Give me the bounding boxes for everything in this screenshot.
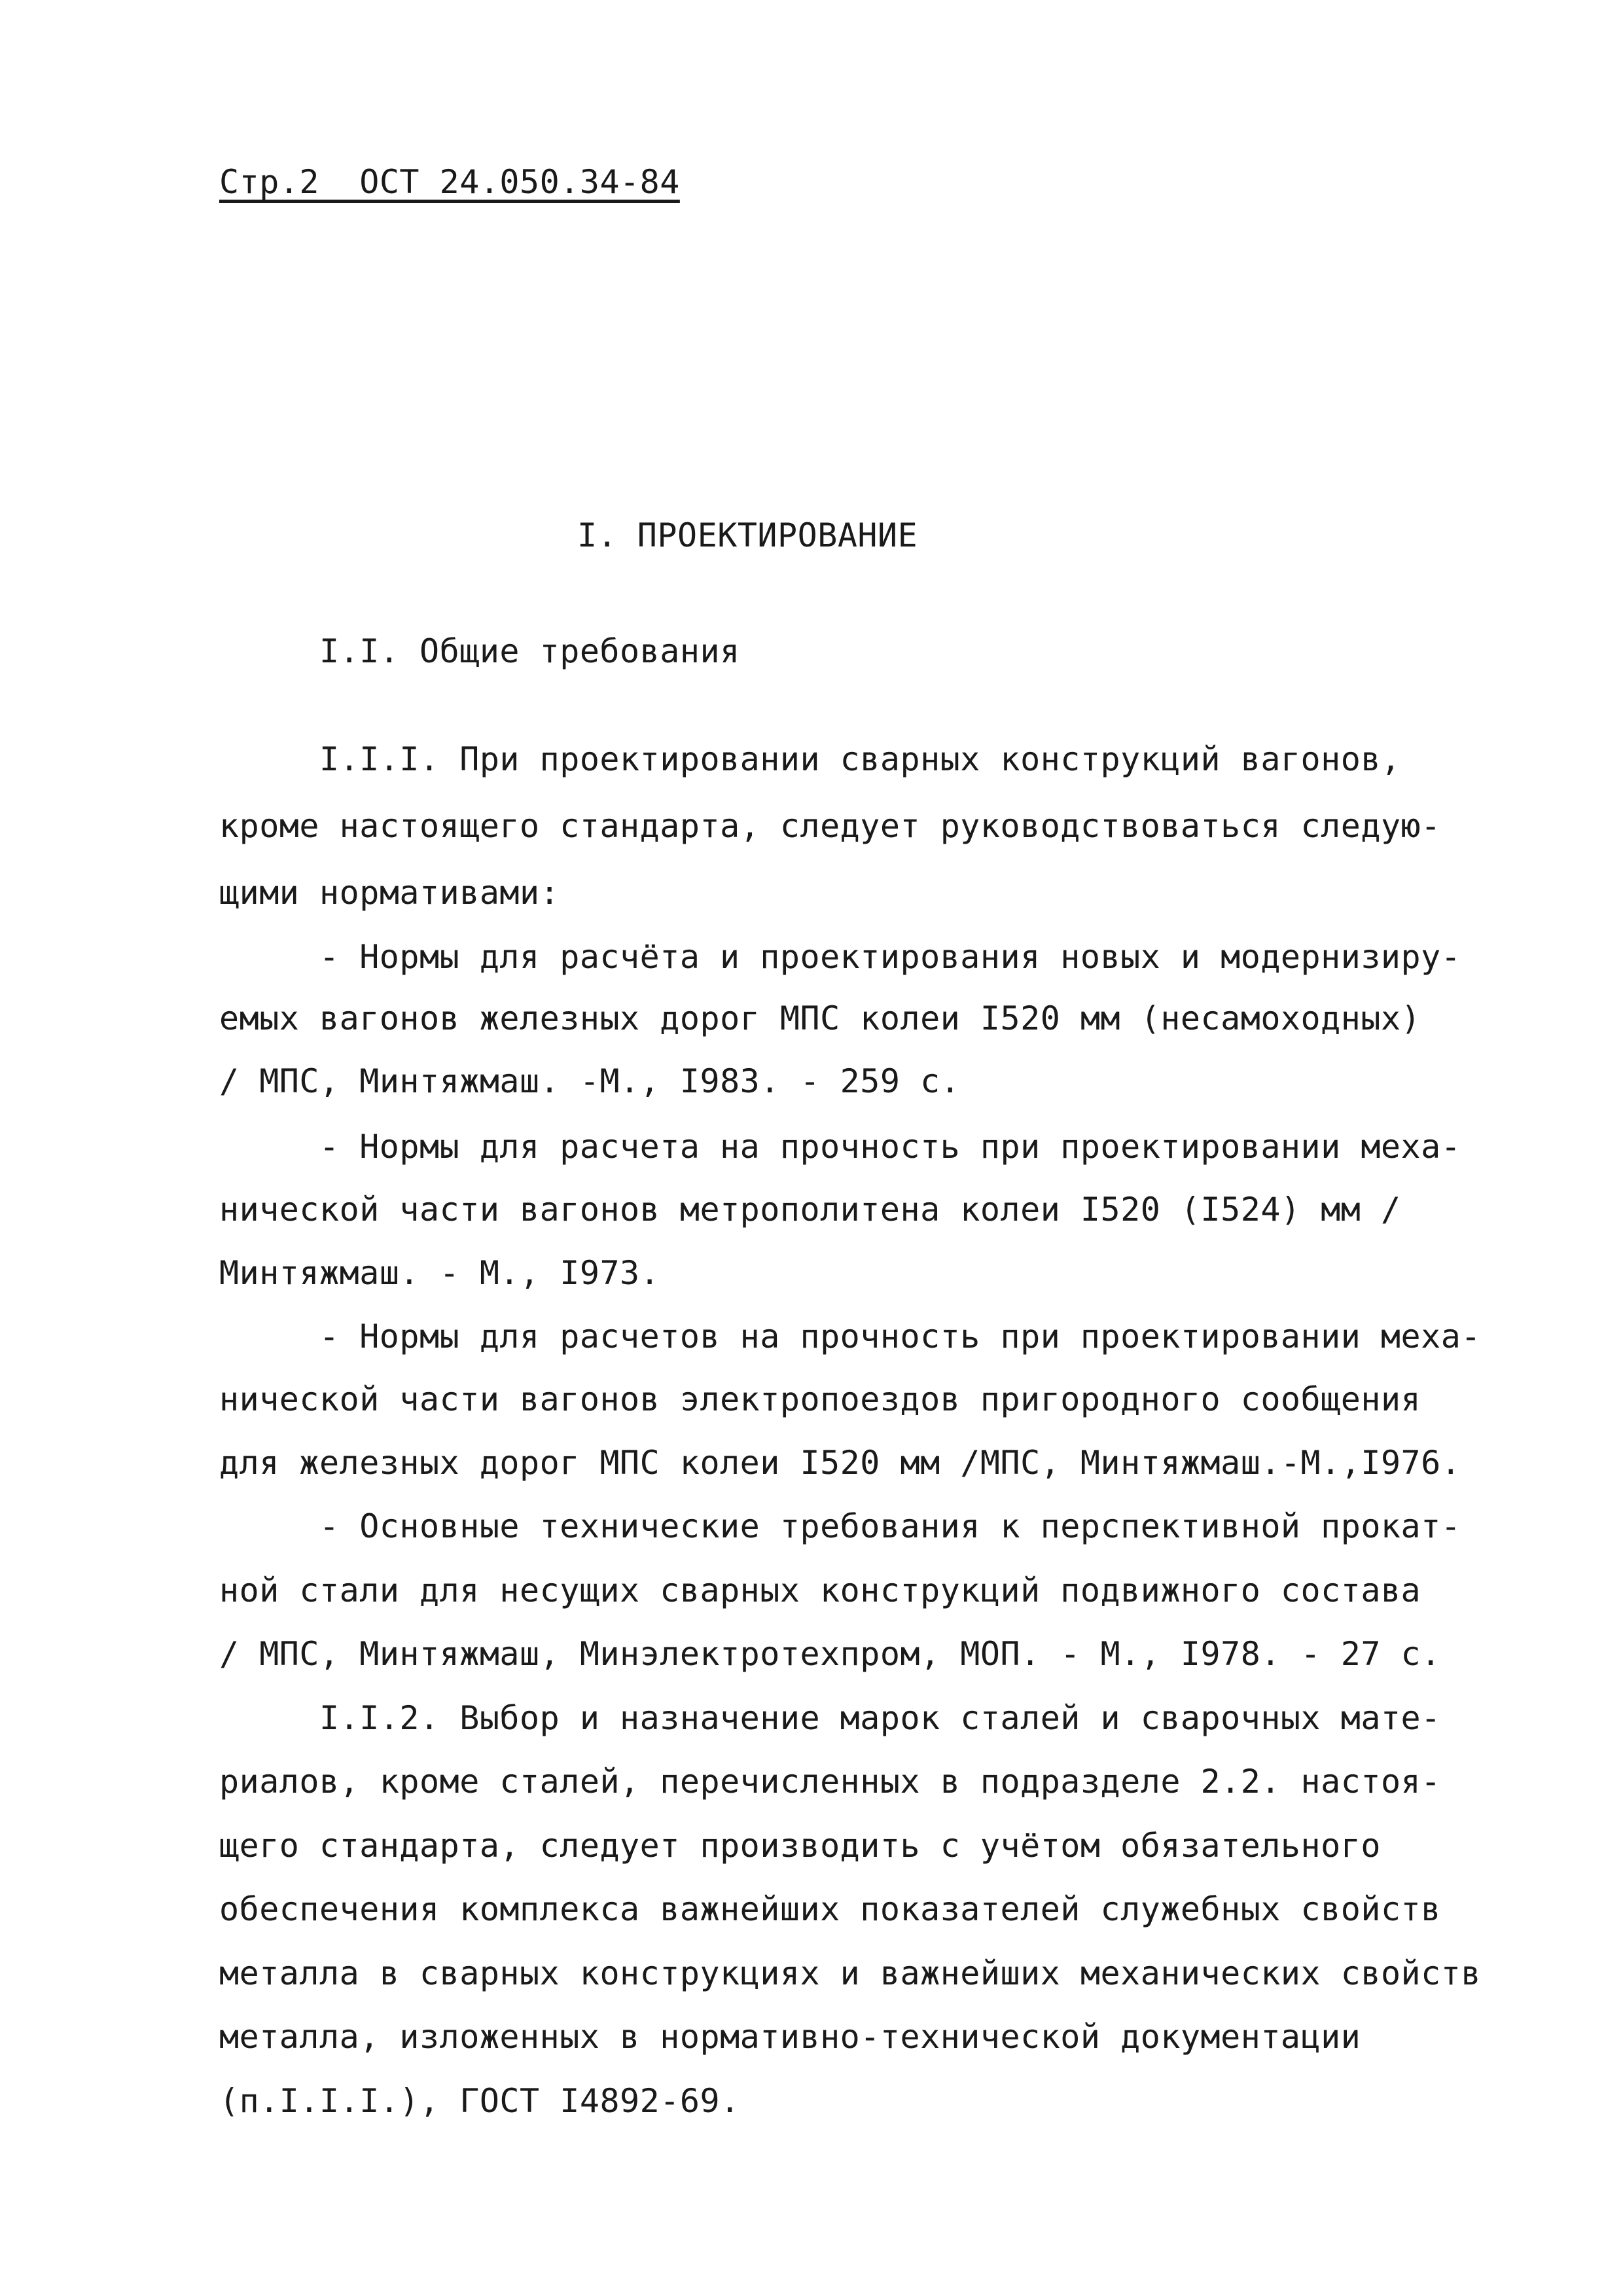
body-line: / МПС, Минтяжмаш, Минэлектротехпром, МОП. - М., I978. - 27 с. <box>219 1635 1441 1673</box>
body-line: - Основные технические требования к перспективной прокат- <box>319 1507 1461 1545</box>
body-line: / МПС, Минтяжмаш. -М., I983. - 259 с. <box>219 1062 961 1100</box>
body-line: - Нормы для расчета на прочность при проектировании меха- <box>319 1128 1461 1166</box>
body-line: (п.I.I.I.), ГОСТ I4892-69. <box>219 2082 740 2120</box>
body-line: обеспечения комплекса важнейших показателей служебных свойств <box>219 1890 1441 1928</box>
body-line: металла в сварных конструкциях и важнейших механических свойств <box>219 1954 1481 1992</box>
body-line: нической части вагонов электропоездов пригородного сообщения <box>219 1380 1421 1418</box>
body-line: I.I.I. При проектировании сварных конструкций вагонов, <box>319 740 1401 778</box>
body-line: для железных дорог МПС колеи I520 мм /МПС, Минтяжмаш.-М.,I976. <box>219 1444 1461 1482</box>
body-line: металла, изложенных в нормативно-технической документации <box>219 2018 1361 2056</box>
subsection-title: I.I. Общие требования <box>319 632 740 670</box>
body-line: нической части вагонов метрополитена колеи I520 (I524) мм / <box>219 1191 1401 1229</box>
body-line: ной стали для несущих сварных конструкций подвижного состава <box>219 1571 1421 1609</box>
body-line: щими нормативами: <box>219 874 560 912</box>
body-line: I.I.2. Выбор и назначение марок сталей и сварочных мате- <box>319 1699 1441 1737</box>
body-line: риалов, кроме сталей, перечисленных в подразделе 2.2. настоя- <box>219 1763 1441 1801</box>
body-line: кроме настоящего стандарта, следует руководствоваться следую- <box>219 807 1441 845</box>
section-title: I. ПРОЕКТИРОВАНИЕ <box>577 516 918 554</box>
body-line: - Нормы для расчёта и проектирования новых и модернизиру- <box>319 938 1461 976</box>
body-line: щего стандарта, следует производить с учётом обязательного <box>219 1827 1381 1865</box>
body-line: Минтяжмаш. - М., I973. <box>219 1254 660 1292</box>
body-line: - Нормы для расчетов на прочность при проектировании меха- <box>319 1318 1481 1355</box>
page-header: Стр.2 ОСТ 24.050.34-84 <box>219 163 680 201</box>
body-line: емых вагонов железных дорог МПС колеи I520 мм (несамоходных) <box>219 999 1421 1037</box>
